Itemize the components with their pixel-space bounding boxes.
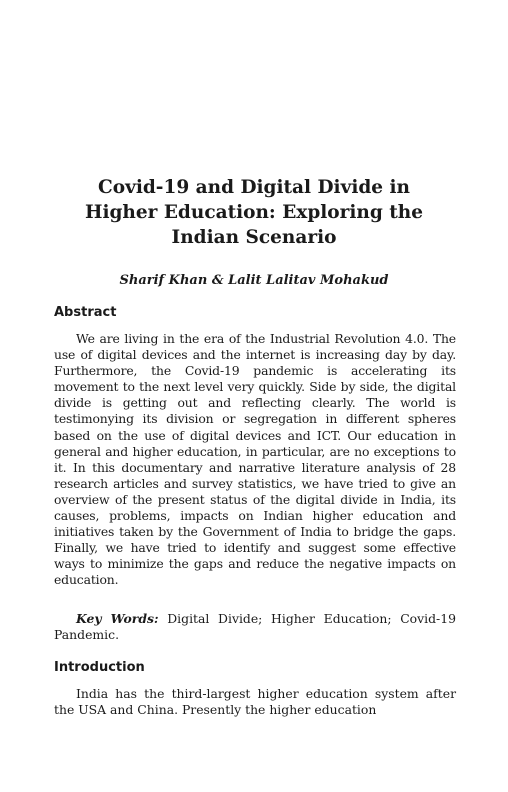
abstract-heading: Abstract xyxy=(54,305,117,320)
title-line-2: Higher Education: Exploring the xyxy=(84,202,424,223)
keywords-text: Digital Divide; Higher Education; Covid-19 Pandemic. xyxy=(54,611,456,643)
title-line-3: Indian Scenario xyxy=(171,227,337,248)
keywords xyxy=(54,611,456,643)
introduction-text: India has the third-largest higher education system after the USA and China. Presently the higher education xyxy=(54,686,456,718)
introduction-heading: Introduction xyxy=(54,660,145,675)
keywords-label: Key Words: xyxy=(76,611,159,626)
title-line-1: Covid-19 and Digital Divide in xyxy=(98,177,410,198)
authors: Sharif Khan & Lalit Lalitav Mohakud xyxy=(119,273,389,288)
abstract-text: We are living in the era of the Industrial Revolution 4.0. The use of digital devices and the internet is increasing day by day. Furthermore, the Covid-19 pandemic is accelerating its movement to the next level very quickly. Side by side, the digital divide is getting out and reflecting clearly. The world is testimonying its division or segregation in different spheres based on the use of digital devices and ICT. Our education in general and higher education, in particular, are no exceptions to it. In this documentary and narrative literature analysis of 28 research articles and survey statistics, we have tried to give an overview of the present status of the digital divide in India, its causes, problems, impacts on Indian higher education and initiatives taken by the Government of India to bridge the gaps. Finally, we have tried to identify and suggest some effective ways to minimize the gaps and reduce the negative impacts on education. xyxy=(54,331,456,588)
paper-title xyxy=(40,175,468,250)
